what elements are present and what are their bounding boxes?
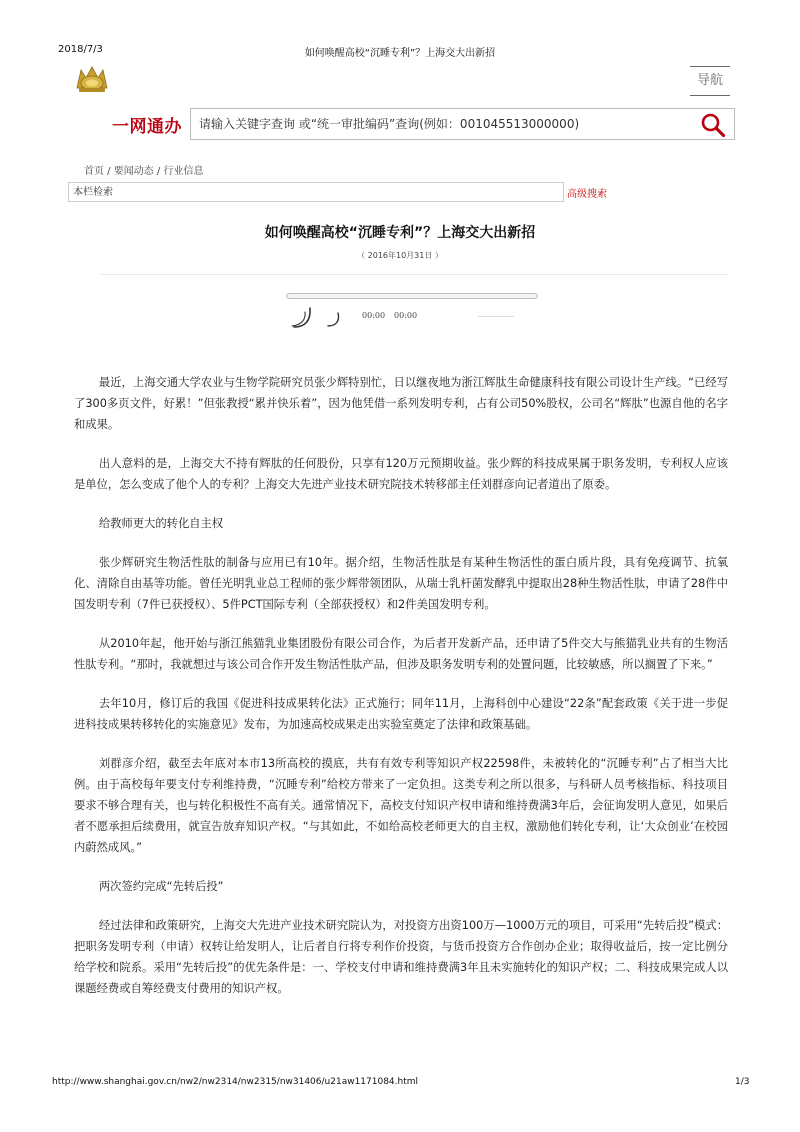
article-title: 如何唤醒高校“沉睡专利”？上海交大出新招 <box>264 225 536 241</box>
play-icon[interactable] <box>290 306 316 330</box>
column-search-box <box>68 182 564 202</box>
article-paragraph: 最近，上海交通大学农业与生物学院研究员张少辉特别忙，日以继夜地为浙江辉肽生命健康科技有限公司设计生产线。“已经写了300多页文件，好累！”但张教授“累并快乐着”，因为他凭借一系列发明专利，占有公司50%股权，公司名“辉肽”也源自他的名字和成果。 <box>74 376 728 431</box>
section-subheading: 给教师更大的转化自主权 <box>98 517 224 530</box>
column-search-input[interactable] <box>73 183 553 201</box>
gold-emblem-icon[interactable] <box>74 64 110 94</box>
print-header-title: 如何唤醒高校“沉睡专利”？上海交大出新招 <box>304 48 496 59</box>
brand-title[interactable]: 一网通办 <box>112 117 182 137</box>
search-icon[interactable] <box>700 112 726 138</box>
article-paragraph: 出人意料的是，上海交大不持有辉肽的任何股份，只享有120万元预期收益。张少辉的科技成果属于职务发明，专利权人应该是单位，怎么变成了他个人的专利？上海交大先进产业技术研究院技术转移部主任刘群彦向记者道出了原委。 <box>74 457 728 491</box>
breadcrumb: 首页 / 要闻动态 / 行业信息 <box>84 166 204 177</box>
divider <box>100 274 728 275</box>
site-search-input[interactable] <box>199 109 689 139</box>
article-paragraph: 刘群彦介绍，截至去年底对本市13所高校的摸底，共有有效专利等知识产权22598件，未被转化的“沉睡专利”占了相当大比例。由于高校每年要支付专利维持费，“沉睡专利”给校方带来了一定负担。这类专利之所以很多，与科研人员考核指标、科技项目要求不够合理有关，也与转化积极性不高有关。通常情况下，高校支付知识产权申请和维持费满3年后，会征询发明人意见，如果后者不愿承担后续费用，就宣告放弃知识产权。“与其如此，不如给高校老师更大的自主权，激励他们转化专利，让‘大众创业’在校园内蔚然成风。” <box>74 757 728 854</box>
section-subheading: 两次签约完成“先转后投” <box>98 880 224 893</box>
print-date: 2018/7/3 <box>58 44 103 55</box>
volume-slider[interactable] <box>478 316 514 317</box>
article-body <box>74 372 728 999</box>
article-paragraph: 经过法律和政策研究，上海交大先进产业技术研究院认为，对投资方出资100万—1000万元的项目，可采用“先转后投”模式：把职务发明专利（申请）权转让给发明人，让后者自行将专利作价投资，与货币投资方合作创办企业；取得收益后，按一定比例分给学校和院系。采用“先转后投”的优先条件是：一、学校支付申请和维持费满3年且未实施转化的知识产权；二、科技成果完成人以课题经费或自筹经费支付费用的知识产权。 <box>74 919 728 995</box>
breadcrumb-news[interactable]: 要闻动态 <box>113 166 154 177</box>
breadcrumb-industry[interactable]: 行业信息 <box>163 166 204 177</box>
article-paragraph: 张少辉研究生物活性肽的制备与应用已有10年。据介绍，生物活性肽是有某种生物活性的蛋白质片段，具有免疫调节、抗氧化、清除自由基等功能。曾任光明乳业总工程师的张少辉带领团队，从瑞士乳杆菌发酵乳中提取出28种生物活性肽，申请了28件中国发明专利（7件已获授权）、5件PCT国际专利（全部获授权）和2件美国发明专利。 <box>74 556 728 611</box>
nav-button[interactable]: 导航 <box>690 66 730 96</box>
volume-icon[interactable] <box>326 310 342 328</box>
print-page-number: 1/3 <box>735 1077 750 1087</box>
article-paragraph: 去年10月，修订后的我国《促进科技成果转化法》正式施行；同年11月，上海科创中心建设“22条”配套政策《关于进一步促进科技成果转移转化的实施意见》发布，为加速高校成果走出实验室奠定了法律和政策基础。 <box>74 697 728 731</box>
breadcrumb-home[interactable]: 首页 <box>84 166 104 177</box>
article-paragraph: 从2010年起，他开始与浙江熊猫乳业集团股份有限公司合作，为后者开发新产品，还申请了5件交大与熊猫乳业共有的生物活性肽专利。“那时，我就想过与该公司合作开发生物活性肽产品，但涉及职务发明专利的处置问题，比较敏感，所以搁置了下来。” <box>74 637 728 671</box>
print-footer-url: http://www.shanghai.gov.cn/nw2/nw2314/nw2315/nw31406/u21aw1171084.html <box>52 1077 419 1087</box>
advanced-search-link[interactable]: 高级搜索 <box>567 189 607 200</box>
site-search-bar <box>190 108 735 140</box>
audio-progress-bar[interactable] <box>286 293 538 299</box>
article-date: （ 2016年10月31日 ） <box>357 251 443 260</box>
audio-total-time: 00:00 <box>394 311 418 320</box>
audio-current-time: 00:00 <box>362 311 386 320</box>
